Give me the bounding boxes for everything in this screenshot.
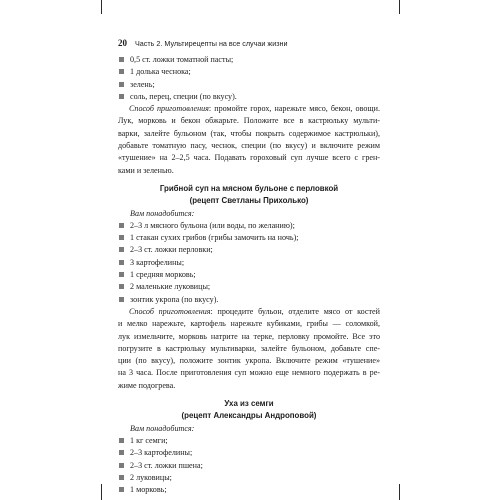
ingredients-label: Вам понадобится: [130,208,195,218]
bullet-icon [119,487,124,492]
crop-mark-top-left [101,0,102,14]
list-item: 1 средняя морковь; [118,269,380,281]
running-head [118,38,380,54]
list-item: 1 морковь; [118,484,380,496]
bullet-icon [119,450,124,455]
recipe-title: Уха из семги [224,399,274,409]
recipe-author: (рецепт Светланы Прихолько) [189,196,309,206]
recipe-author: (рецепт Александры Андроповой) [181,411,317,421]
list-item: 3 картофелины; [118,257,380,269]
list-item: 1 стакан сухих грибов (грибы замочить на ночь); [118,232,380,244]
list-item: 1 долька чеснока; [118,66,380,78]
list-item: 2–3 ст. ложки пшена; [118,460,380,472]
recipe-title: Грибной суп на мясном бульоне с перловкой [159,183,339,193]
bullet-icon [119,247,124,252]
bullet-icon [119,69,124,74]
ingredient-list-1 [118,54,380,103]
bullet-icon [119,223,124,228]
bullet-icon [119,297,124,302]
bullet-icon [119,260,124,265]
bullet-icon [119,94,124,99]
list-item: 2 луковицы; [118,472,380,484]
list-item: зелень; [118,79,380,91]
bullet-icon [119,438,124,443]
crop-mark-bottom-left [101,484,102,500]
ingredient-list-3 [118,435,380,496]
list-item: 2–3 л мясного бульона (или воды, по желанию); [118,220,380,232]
bullet-icon [119,57,124,62]
list-item: зонтик укропа (по вкусу). [118,294,380,306]
bullet-icon [119,284,124,289]
bullet-icon [119,475,124,480]
list-item: соль, перец, специи (по вкусу). [118,91,380,103]
chapter-title: Часть 2. Мультирецепты на все случаи жизни [135,39,288,48]
list-item: 0,5 ст. ложки томатной пасты; [118,54,380,66]
list-item: 2–3 ст. ложки перловки; [118,244,380,256]
ingredient-list-2 [118,220,380,306]
crop-mark-bottom-right [399,484,400,500]
list-item: 2 маленькие луковицы; [118,281,380,293]
list-item: 2–3 картофелины; [118,447,380,459]
method-label: Способ приготовления [129,104,209,114]
bullet-icon [119,463,124,468]
method-paragraph-2: Способ приготовления: процедите бульон, отделите мясо от костей и мелко нарежьте, картофель нарежьте кубиками, грибы — соломкой, лук измельчите, морковь натрите на терке, перловку промойте. Все это погрузите в кастрюльку мультиварки, залейте бульоном, добавьте спе- ции (по вкусу), положите зонтик укропа. Включите режим «тушение» на 3 часа. После приготовления суп можно еще немного подержать в ре- жиме подогрева. [118,306,380,390]
method-label: Способ приготовления [129,306,211,316]
ingredients-label: Вам понадобится: [130,423,195,433]
crop-mark-top-right [399,0,400,14]
list-item: 1 кг семги; [118,435,380,447]
method-paragraph-1: Способ приготовления: промойте горох, нарежьте мясо, бекон, овощи. Лук, морковь и бекон обжарьте. Положите все в кастрюльку мульти- варки, залейте бульоном (так, чтобы покрыть содержимое кастрюльки), добавьте томатную пасу, чеснок, специи (по вкусу) и включите режим «тушение» на 2–2,5 часа. Подавать гороховый суп лучше всего с грен- ками и зеленью. [118,104,380,175]
book-page [118,38,380,496]
bullet-icon [119,235,124,240]
bullet-icon [119,82,124,87]
page-number: 20 [118,38,127,48]
bullet-icon [119,272,124,277]
